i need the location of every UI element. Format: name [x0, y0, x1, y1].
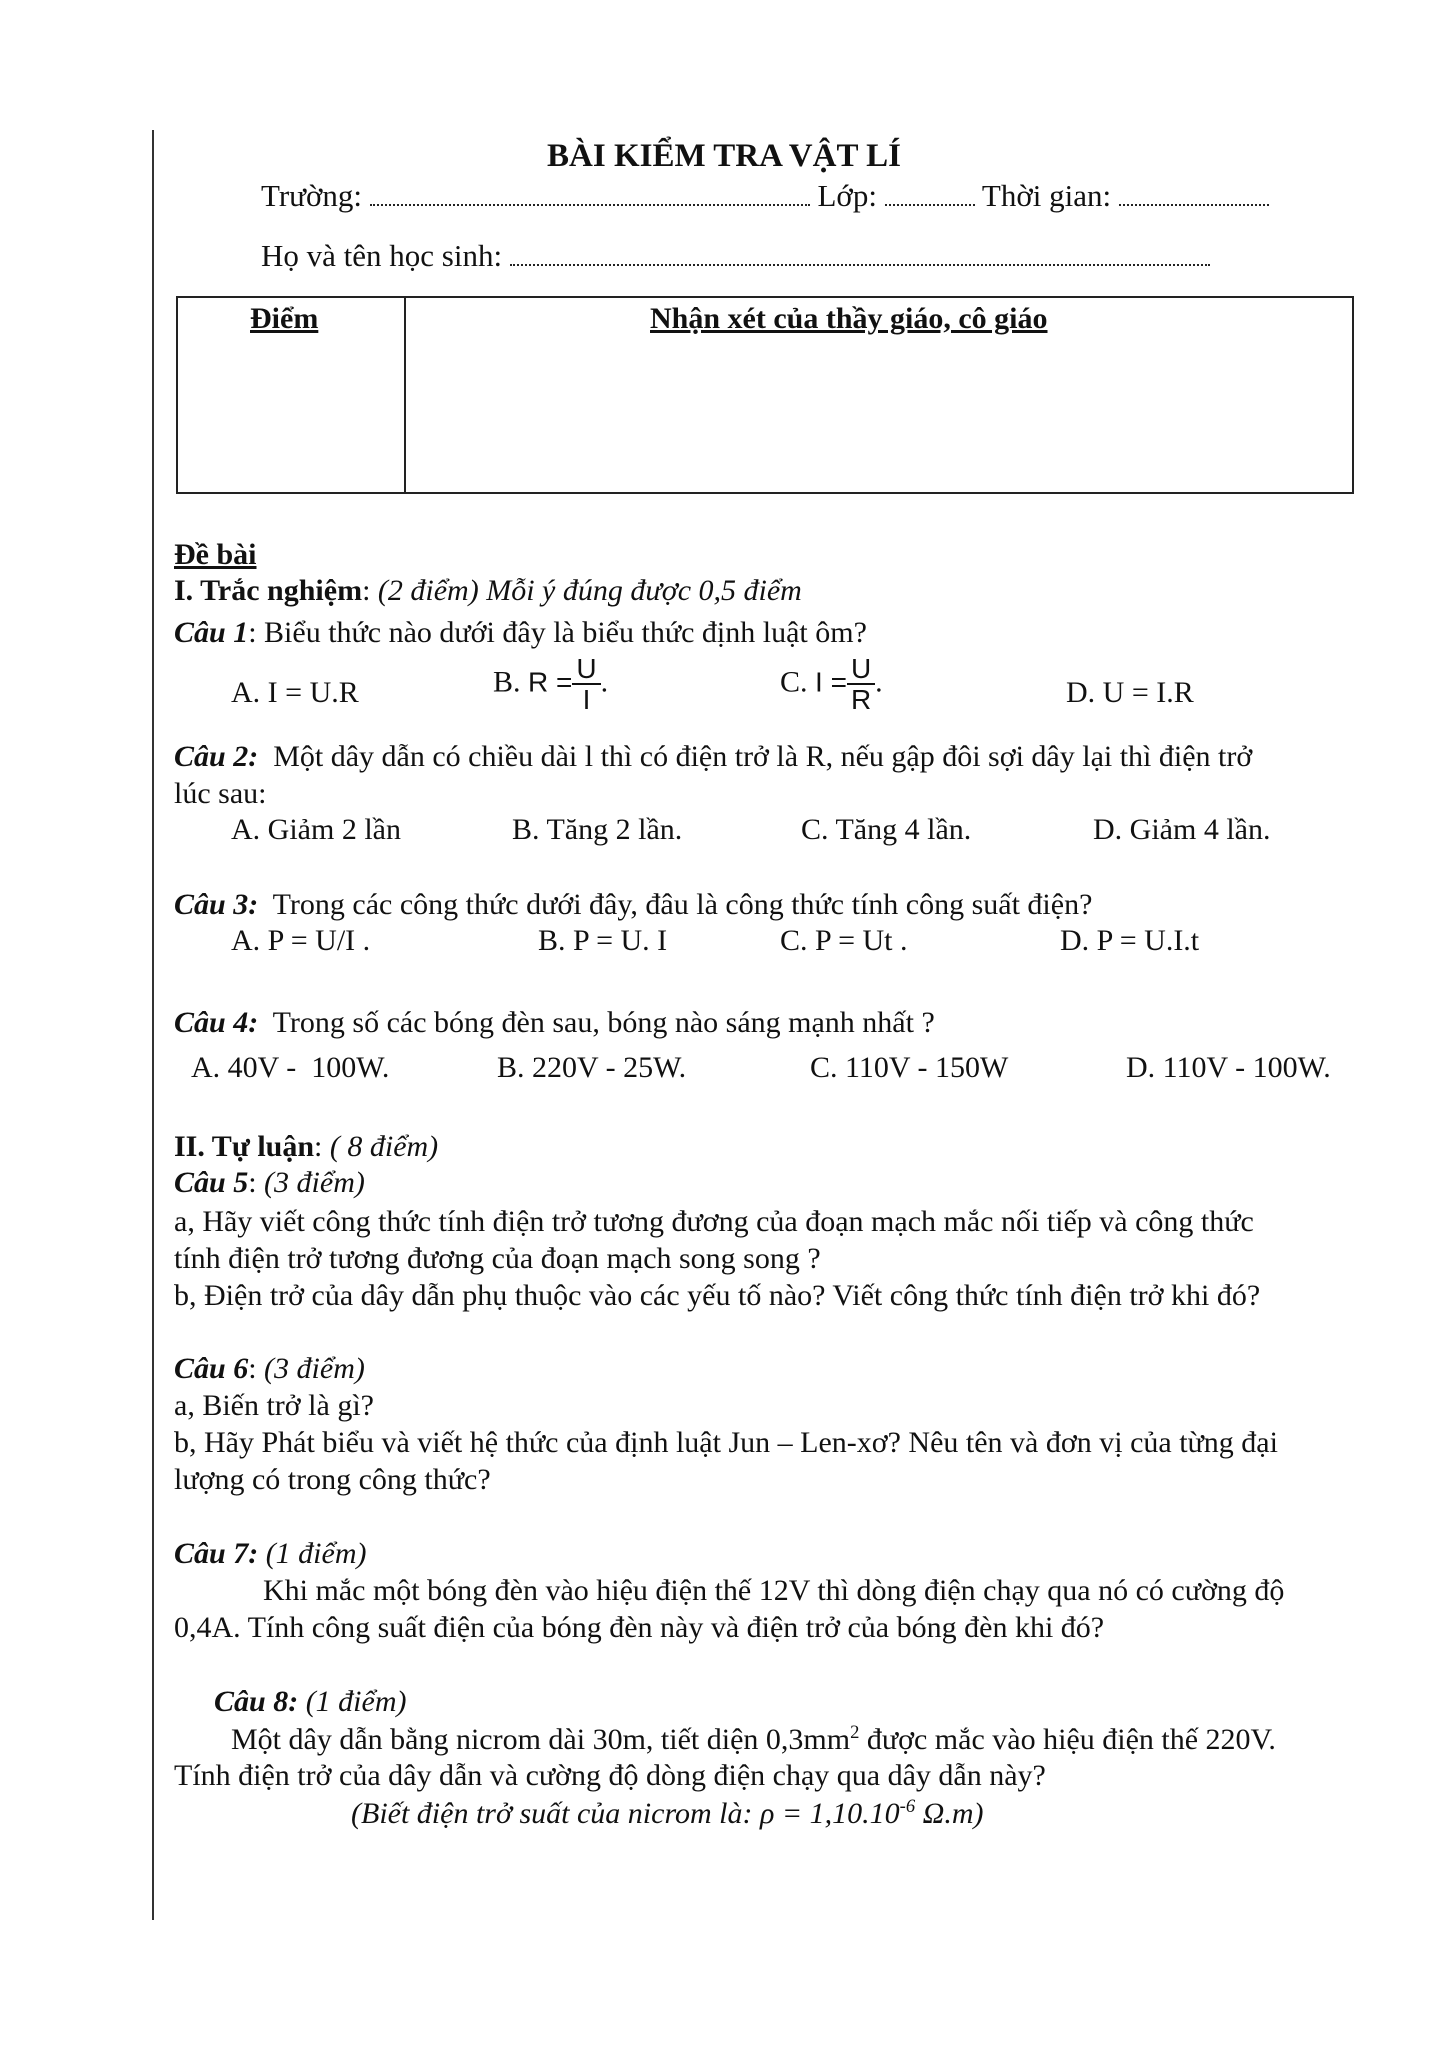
q8-heading	[214, 1685, 406, 1719]
q2-label: Câu 2:	[174, 740, 259, 773]
q8-label: Câu 8:	[214, 1685, 299, 1718]
part2-heading: II. Tự luận: ( 8 điểm)	[174, 1130, 439, 1163]
q3-stem	[174, 888, 1092, 922]
part1-title: I. Trắc nghiệm	[174, 574, 363, 607]
part2-note: ( 8 điểm)	[329, 1130, 439, 1163]
class-field[interactable]	[885, 203, 975, 206]
q8-points: (1 điểm)	[305, 1685, 407, 1718]
q5-points: (3 điểm)	[264, 1166, 365, 1199]
q6-heading: Câu 6: (3 điểm)	[174, 1352, 365, 1385]
part1-note: (2 điểm) Mỗi ý đúng được 0,5 điểm	[377, 574, 802, 607]
score-cell[interactable]	[180, 346, 402, 492]
q1-option-d[interactable]: D. U = I.R	[1066, 676, 1194, 709]
student-name-label: Họ và tên học sinh:	[261, 238, 503, 273]
q8-note-text: (Biết điện trở suất của nicrom là: ρ = 1,10.10	[351, 1797, 900, 1830]
exam-heading: Đề bài	[174, 538, 257, 571]
q3-label: Câu 3:	[174, 888, 259, 921]
q3-option-c[interactable]: C. P = Ut .	[780, 924, 908, 957]
info-line-1	[261, 178, 1269, 214]
q8-line1-text: Một dây dẫn bằng nicrom dài 30m, tiết diện 0,3mm	[231, 1723, 851, 1756]
q7-line2: 0,4A. Tính công suất điện của bóng đèn này và điện trở của bóng đèn khi đó?	[174, 1611, 1105, 1644]
q6-b-line1: b, Hãy Phát biểu và viết hệ thức của định luật Jun – Len-xơ? Nêu tên và đơn vị của từng đại	[174, 1426, 1278, 1459]
page-title: BÀI KIỂM TRA VẬT LÍ	[547, 138, 901, 174]
q1-option-a[interactable]: A. I = U.R	[231, 676, 359, 709]
school-label: Trường:	[261, 178, 362, 213]
time-field[interactable]	[1119, 203, 1269, 206]
q1-option-c-lhs: I =	[815, 666, 847, 698]
q1-label: Câu 1	[174, 616, 249, 649]
q2-option-b[interactable]: B. Tăng 2 lần.	[512, 813, 683, 846]
q3-option-a[interactable]: A. P = U/I .	[231, 924, 371, 957]
q4-option-d[interactable]: D. 110V - 100W.	[1126, 1051, 1331, 1084]
q8-note-text-end: Ω.m)	[915, 1797, 984, 1830]
q1-option-c-numerator: U	[847, 654, 875, 685]
q5-a-line2: tính điện trở tương đương của đoạn mạch song song ?	[174, 1242, 821, 1275]
q1-text: : Biểu thức nào dưới đây là biểu thức định luật ôm?	[248, 616, 867, 649]
q1-option-b-fraction	[572, 654, 600, 715]
info-line-2	[261, 238, 1210, 274]
part2-title: II. Tự luận	[174, 1130, 315, 1163]
q7-line1: Khi mắc một bóng đèn vào hiệu điện thế 12V thì dòng điện chạy qua nó có cường độ	[263, 1574, 1285, 1607]
q8-line1-superscript: 2	[850, 1722, 860, 1743]
q4-option-a[interactable]: A. 40V - 100W.	[191, 1051, 390, 1084]
q4-text: Trong số các bóng đèn sau, bóng nào sáng mạnh nhất ?	[272, 1006, 935, 1039]
q1-option-b-prefix: B.	[493, 665, 521, 699]
q6-points: (3 điểm)	[264, 1352, 365, 1385]
q4-stem	[174, 1006, 935, 1040]
grade-table	[176, 296, 1354, 494]
q6-b-line2: lượng có trong công thức?	[174, 1463, 491, 1496]
q8-note	[351, 1796, 984, 1831]
time-label: Thời gian:	[981, 178, 1112, 213]
q8-line1	[231, 1722, 1276, 1757]
q3-text: Trong các công thức dưới đây, đâu là công thức tính công suất điện?	[272, 888, 1093, 921]
q3-option-d[interactable]: D. P = U.I.t	[1060, 924, 1200, 957]
q1-option-c-prefix: C.	[780, 665, 808, 699]
q2-option-d[interactable]: D. Giảm 4 lần.	[1093, 813, 1271, 846]
comment-cell[interactable]	[408, 346, 1352, 492]
q8-line1-text-end: được mắc vào hiệu điện thế 220V.	[859, 1723, 1276, 1756]
class-label: Lớp:	[817, 178, 877, 213]
q1-option-c-fraction	[847, 654, 875, 715]
q7-label: Câu 7:	[174, 1537, 259, 1570]
left-margin-line	[152, 130, 154, 1920]
q5-b-line1: b, Điện trở của dây dẫn phụ thuộc vào các yếu tố nào? Viết công thức tính điện trở khi đó?	[174, 1279, 1261, 1312]
score-header: Điểm	[250, 302, 319, 335]
q4-label: Câu 4:	[174, 1006, 259, 1039]
grade-table-divider	[404, 298, 406, 492]
q2-option-c[interactable]: C. Tăng 4 lần.	[801, 813, 972, 846]
q8-line2: Tính điện trở của dây dẫn và cường độ dòng điện chạy qua dây dẫn này?	[174, 1759, 1046, 1792]
student-name-field[interactable]	[510, 263, 1210, 266]
q1-option-c-denominator: R	[850, 684, 872, 716]
q8-note-superscript: -6	[899, 1796, 916, 1817]
q6-a-line1: a, Biến trở là gì?	[174, 1389, 374, 1422]
q7-points: (1 điểm)	[265, 1537, 367, 1570]
q2-stem-line2: lúc sau:	[174, 777, 267, 810]
q1-stem	[174, 616, 867, 650]
school-field[interactable]	[370, 203, 810, 206]
q5-label: Câu 5	[174, 1166, 249, 1199]
q1-option-b-denominator: I	[582, 684, 591, 716]
q5-a-line1: a, Hãy viết công thức tính điện trở tương đương của đoạn mạch mắc nối tiếp và công thức	[174, 1205, 1254, 1238]
q1-option-b[interactable]: B. R = $\frac{U}{I}$ .	[493, 653, 609, 716]
q1-option-c[interactable]: C. I = $\frac{U}{R}$ .	[780, 653, 883, 716]
q2-stem-line1	[174, 740, 1252, 774]
q4-option-c[interactable]: C. 110V - 150W	[810, 1051, 1009, 1084]
q1-option-b-lhs: R =	[528, 666, 573, 698]
q7-heading	[174, 1537, 366, 1571]
q6-label: Câu 6	[174, 1352, 249, 1385]
part1-heading: I. Trắc nghiệm: (2 điểm) Mỗi ý đúng được 0,5 điểm	[174, 574, 802, 607]
q2-option-a[interactable]: A. Giảm 2 lần	[231, 813, 401, 846]
comment-header: Nhận xét của thầy giáo, cô giáo	[650, 302, 1048, 335]
q3-option-b[interactable]: B. P = U. I	[538, 924, 668, 957]
q2-text-line1: Một dây dẫn có chiều dài l thì có điện trở là R, nếu gập đôi sợi dây lại thì điện trở	[273, 740, 1253, 773]
q5-heading: Câu 5: (3 điểm)	[174, 1166, 365, 1199]
q4-option-b[interactable]: B. 220V - 25W.	[497, 1051, 687, 1084]
q1-option-b-numerator: U	[572, 654, 600, 685]
